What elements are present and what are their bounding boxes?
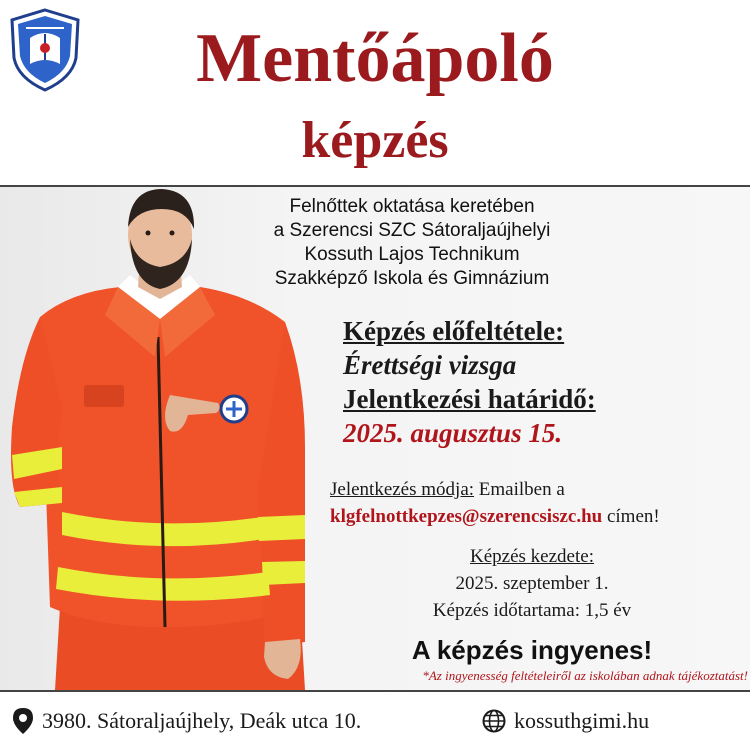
intro-line: a Szerencsi SZC Sátoraljaújhelyi — [273, 220, 551, 241]
apply-text: Emailben a — [474, 479, 565, 500]
address — [12, 706, 361, 736]
start-date: 2025. szeptember 1. — [455, 573, 609, 594]
duration-text: Képzés időtartama: 1,5 év — [432, 600, 632, 621]
apply-text-after: címen! — [602, 506, 660, 527]
header — [0, 0, 750, 186]
website-link[interactable]: kossuthgimi.hu — [514, 708, 650, 733]
deadline-label: Jelentkezési határidő: — [343, 384, 596, 414]
prereq-label: Képzés előfeltétele: — [343, 316, 565, 346]
intro-line: Kossuth Lajos Technikum — [304, 244, 520, 265]
email-link[interactable]: klgfelnottkepzes@szerencsiszc.hu — [330, 506, 603, 527]
start-label: Képzés kezdete: — [470, 546, 594, 567]
free-note: *Az ingyenesség feltételeiről az iskolában adnak tájékoztatást! — [422, 668, 748, 683]
free-headline: A képzés ingyenes! — [411, 635, 653, 665]
requirements-block — [343, 314, 743, 450]
page-title: Mentőápoló — [196, 20, 554, 97]
website — [482, 706, 649, 736]
globe-icon — [482, 709, 506, 733]
deadline-value: 2025. augusztus 15. — [343, 418, 563, 448]
start-info — [332, 543, 732, 624]
prereq-value: Érettségi vizsga — [343, 350, 517, 380]
footer — [0, 692, 750, 750]
intro-text — [222, 195, 602, 291]
main-content — [0, 187, 750, 690]
location-pin-icon — [12, 707, 34, 735]
intro-line: Szakképző Iskola és Gimnázium — [274, 268, 550, 289]
address-text: 3980. Sátoraljaújhely, Deák utca 10. — [42, 708, 362, 733]
application-info — [330, 476, 748, 530]
intro-line: Felnőttek oktatása keretében — [289, 196, 535, 217]
apply-label: Jelentkezés módja: — [330, 479, 475, 500]
page-subtitle: képzés — [301, 112, 449, 169]
